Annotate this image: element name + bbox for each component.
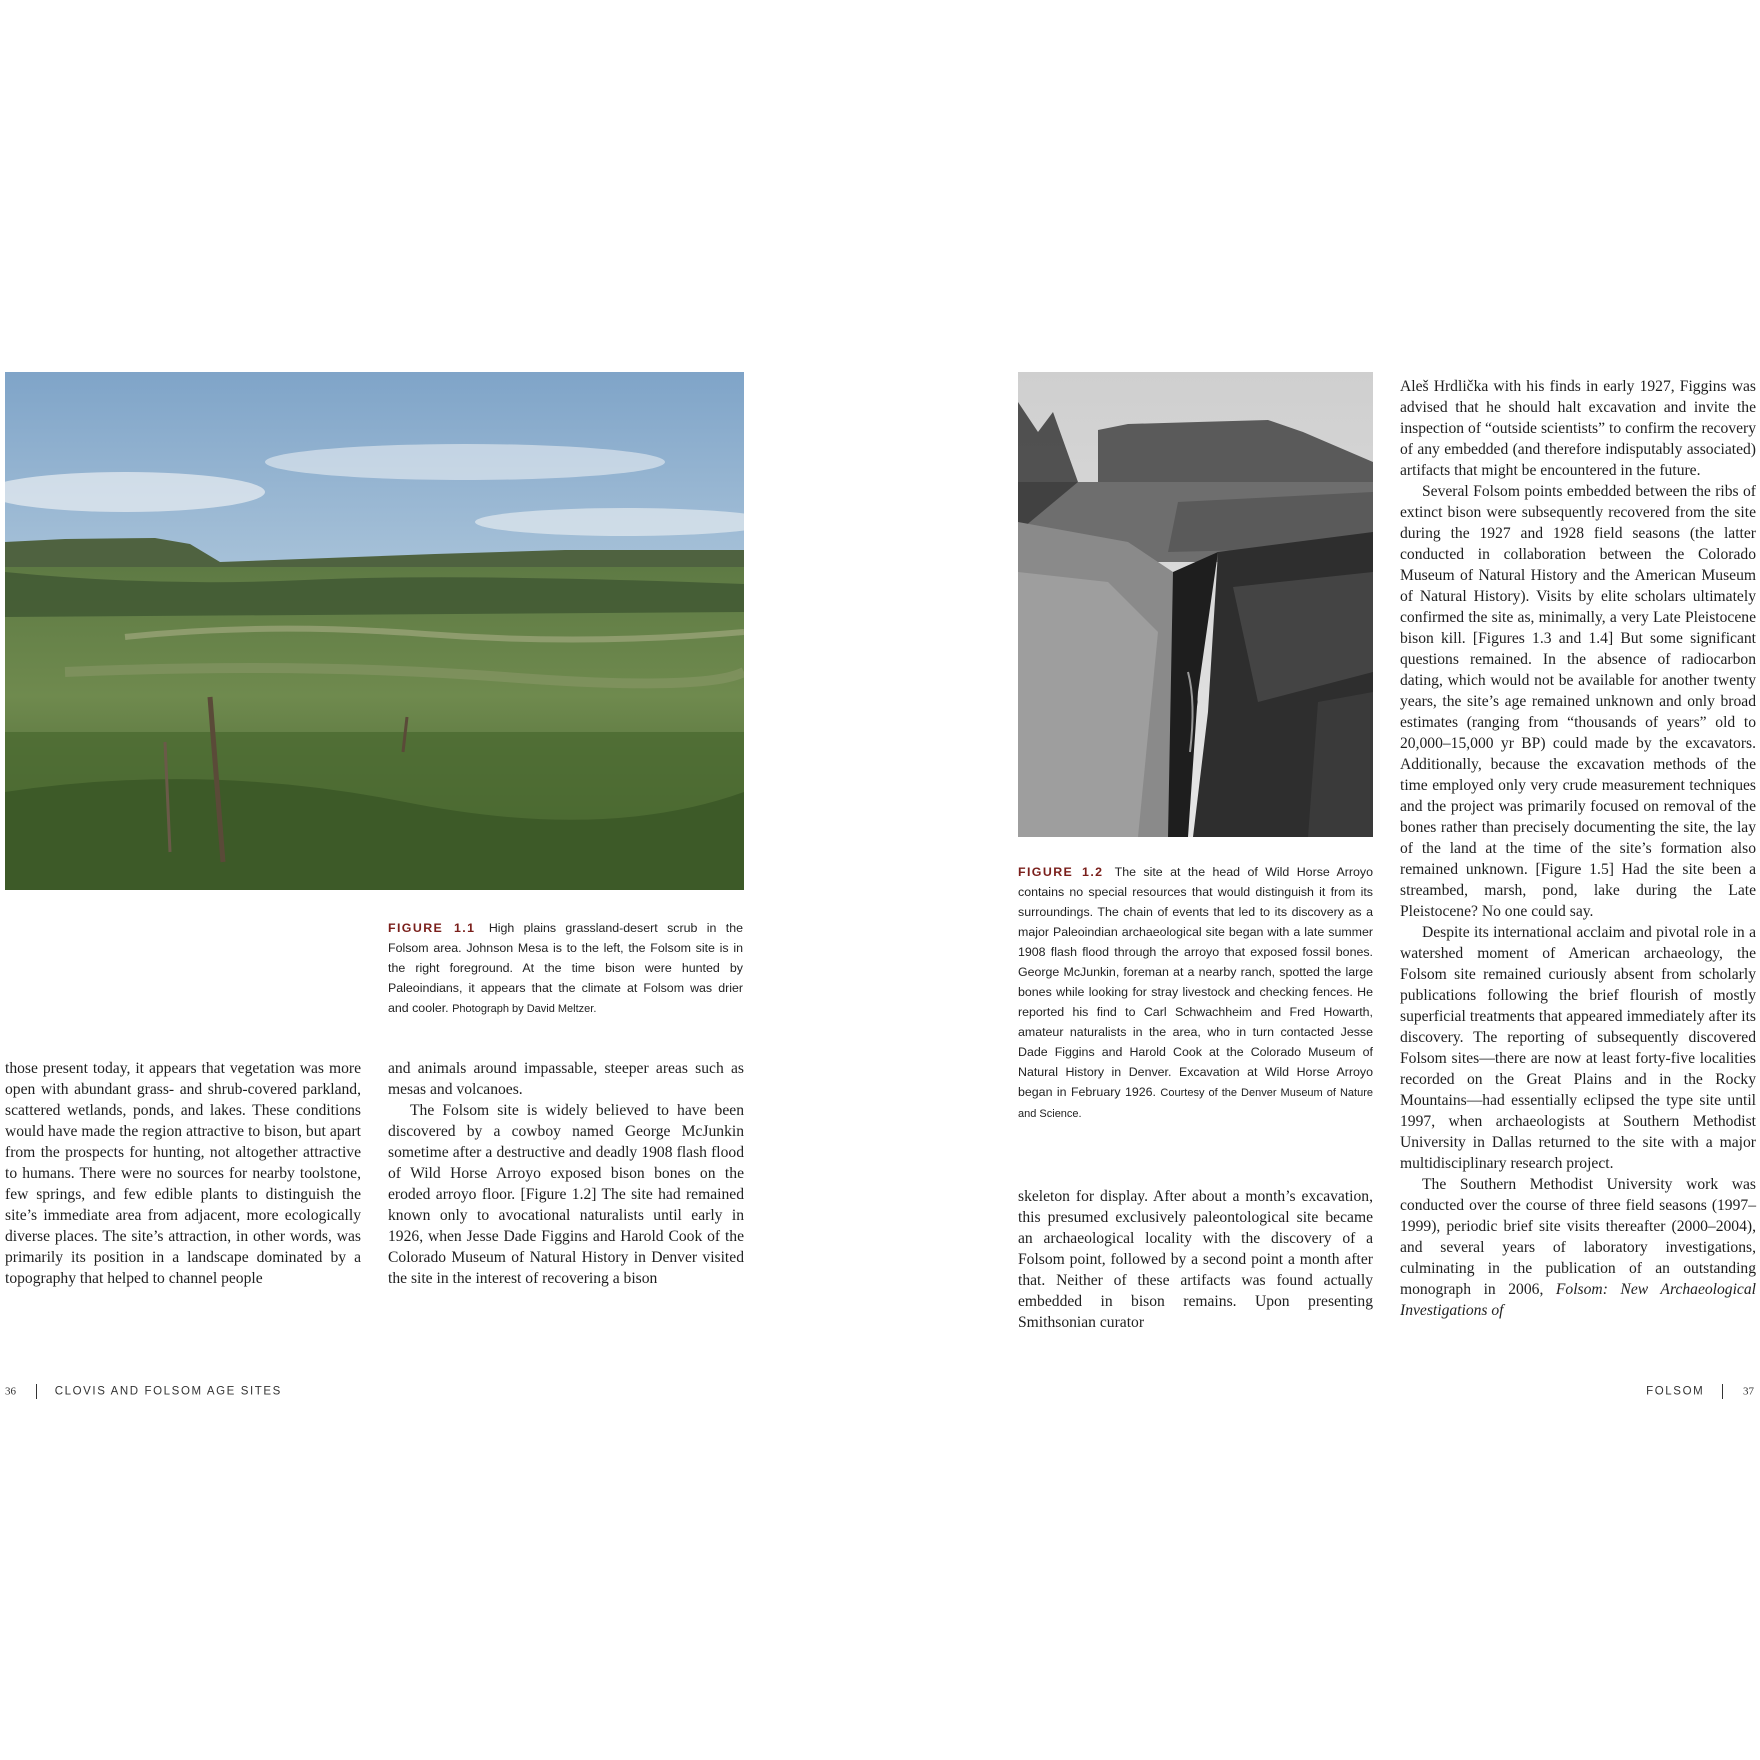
left-page-column-1 [5,1058,361,1289]
page-number: 37 [1743,1385,1754,1398]
paragraph: skeleton for display. After about a month’s excavation, this presumed exclusively paleontological site became an archaeological locality with the discovery of a Folsom point, followed by a second point a month after that. Neither of these artifacts was found actually embedded in bison remains. Upon presenting Smithsonian curator [1018,1188,1373,1331]
photo-credit: Photograph by David Meltzer. [452,1003,597,1015]
figure-1-2-caption [1018,862,1373,1124]
footer-rule [1722,1384,1724,1399]
book-title: Folsom: New Archaeological Investigations of [1400,1281,1756,1319]
caption-text: High plains grassland-desert scrub in the Folsom area. Johnson Mesa is to the left, the Folsom site is in the right foreground. At the time bison were hunted by Paleoindians, it appears that the climate at Folsom was drier and cooler. [388,921,744,1015]
paragraph: Aleš Hrdlička with his finds in early 1927, Figgins was advised that he should halt excavation and invite the inspection of “outside scientists” to confirm the recovery of any embedded (and therefore indisputably associated) artifacts that might be encountered in the future. [1400,378,1756,479]
figure-1-1-caption [388,918,743,1019]
caption-text: The site at the head of Wild Horse Arroyo contains no special resources that would distinguish it from its surroundings. The chain of events that led to its discovery as a major Paleoindian archaeological site began with a late summer 1908 flash flood through the arroyo that exposed fossil bones. George McJunkin, foreman at a nearby ranch, spotted the large bones while looking for stray livestock and checking fences. He reported his find to Carl Schwachheim and Fred Howarth, amateur naturalists in the area, who in turn contacted Jesse Dade Figgins and Harold Cook at the Colorado Museum of Natural History in Denver. Excavation at Wild Horse Arroyo began in February 1926. [1018,865,1374,1099]
arroyo-photo-image [1018,372,1373,837]
paragraph: Despite its international acclaim and pivotal role in a watershed moment of American archaeology, the Folsom site remained curiously absent from scholarly publications following the brief flourish of mostly superficial treatments that appeared immediately after its discovery. The reporting of subsequently discovered Folsom sites—there are now at least forty-five localities recorded on the Great Plains and in the Rocky Mountains—had essentially eclipsed the type site until 1997, when archaeologists at Southern Methodist University in Dallas returned to the site with a major multidisciplinary research project. [1400,924,1756,1172]
figure-label: FIGURE 1.1 [388,921,476,935]
left-page-column-2 [388,1058,744,1289]
page-number: 36 [5,1385,16,1398]
left-page-footer [5,1384,405,1399]
paragraph: and animals around impassable, steeper areas such as mesas and volcanoes. [388,1060,744,1098]
figure-label: FIGURE 1.2 [1018,865,1104,879]
right-page-footer [1454,1384,1754,1399]
paragraph: The Folsom site is widely believed to have been discovered by a cowboy named George McJunkin sometime after a destructive and deadly 1908 flash flood of Wild Horse Arroyo exposed bison bones on the eroded arroyo floor. [Figure 1.2] The site had remained known only to avocational naturalists until early in 1926, when Jesse Dade Figgins and Harold Cook of the Colorado Museum of Natural History in Denver visited the site in the interest of recovering a bison [388,1102,744,1287]
paragraph: those present today, it appears that vegetation was more open with abundant grass- and shrub-covered parkland, scattered wetlands, ponds, and lakes. These conditions would have made the region attractive to bison, but apart from the prospects for hunting, not altogether attractive to humans. There were no sources for nearby toolstone, few springs, and few edible plants to distinguish the site’s immediate area from adjacent, more ecologically diverse places. The site’s attraction, in other words, was primarily its position in a landscape dominated by a topography that helped to channel people [5,1060,361,1287]
right-page-column-2 [1400,376,1756,1321]
figure-1-2-photo [1018,372,1373,837]
paragraph [1400,1174,1756,1321]
landscape-photo-image [5,372,744,890]
paragraph: Several Folsom points embedded between the ribs of extinct bison were subsequently recovered from the site during the 1927 and 1928 field seasons (the latter conducted in collaboration between the Colorado Museum of Natural History and the American Museum of Natural History). Visits by elite scholars ultimately confirmed the site as, minimally, a very Late Pleistocene bison kill. [Figures 1.3 and 1.4] But some significant questions remained. In the absence of radiocarbon dating, which would not be available for another twenty years, the site’s age remained unknown and only broad estimates (ranging from “thousands of years” old to 20,000–15,000 yr BP) could made by the excavators. Additionally, because the excavation methods of the time employed only very crude measurement techniques and the project was primarily focused on removal of the bones rather than precisely documenting the site, the lay of the land at the time of the site’s formation also remained unknown. [Figure 1.5] Had the site been a streambed, marsh, pond, lake during the Late Pleistocene? No one could say. [1400,483,1756,920]
right-page-column-1 [1018,1186,1373,1333]
paragraph-text: The Southern Methodist University work was conducted over the course of three field seasons (1997–1999), periodic brief site visits thereafter (2000–2004), and several years of laboratory investigations, culminating in the publication of an outstanding monograph in 2006, [1400,1176,1756,1298]
running-head: FOLSOM [1646,1385,1705,1398]
photo-credit: Courtesy of the Denver Museum of Nature and Science. [1018,1087,1373,1120]
running-head: CLOVIS AND FOLSOM AGE SITES [54,1385,282,1398]
figure-1-1-photo [5,372,744,890]
footer-rule [36,1384,38,1399]
